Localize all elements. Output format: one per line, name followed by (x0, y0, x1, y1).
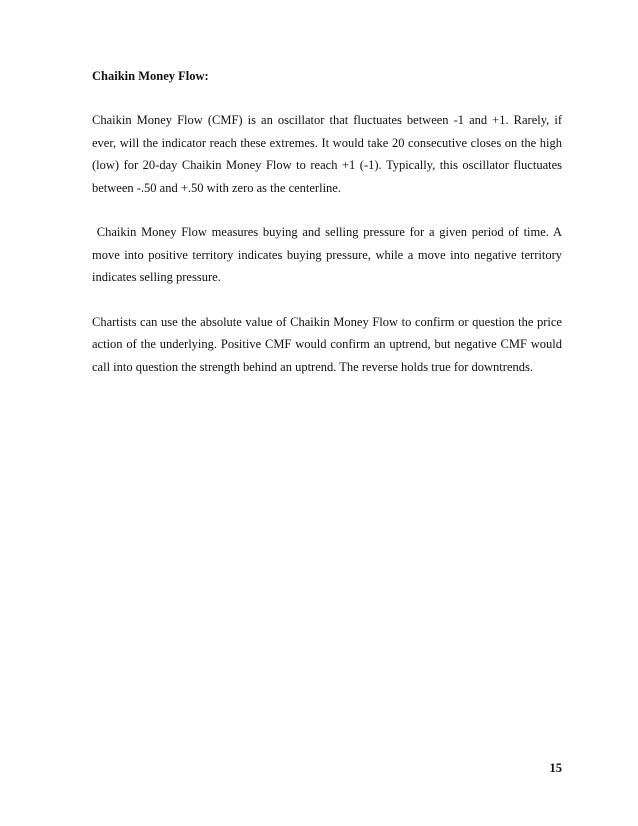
paragraph-cmf-definition: Chaikin Money Flow (CMF) is an oscillator that fluctuates between -1 and +1. Rarely, if ever, will the indicator reach these extremes. It would take 20 consecutive closes on the high (low) for 20-day Chaikin Money Flow to reach +1 (-1). Typically, this oscillator fluctuates between -.50 and +.50 with zero as the centerline. (92, 113, 562, 195)
section-heading: Chaikin Money Flow: (92, 69, 209, 83)
paragraph-absolute-value: Chartists can use the absolute value of Chaikin Money Flow to confirm or question the price action of the underlying. Positive CMF would confirm an uptrend, but negative CMF would call into question the strength behind an uptrend. The reverse holds true for downtrends. (92, 314, 562, 374)
page-number: 15 (549, 761, 562, 775)
paragraph-buying-selling-pressure: Chaikin Money Flow measures buying and selling pressure for a given period of time. A move into positive territory indicates buying pressure, while a move into negative territory indicates selling pressure. (92, 225, 566, 284)
page-content (92, 68, 566, 400)
